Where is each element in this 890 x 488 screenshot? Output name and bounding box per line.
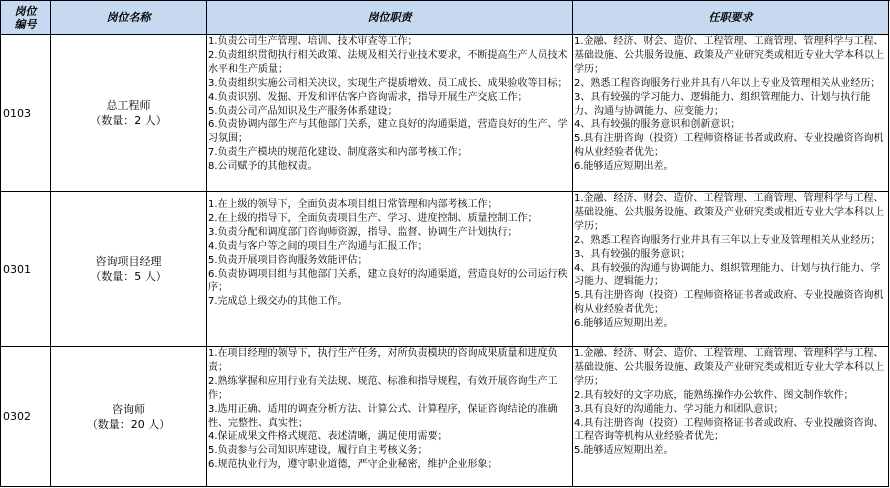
position-id: 0301 [1, 192, 51, 347]
duty-item: 4.负责与客户等之间的项目生产沟通与汇报工作； [208, 240, 428, 252]
duty-item: 6.负责协调项目组与其他部门关系，建立良好的沟通渠道，营造良好的公司运行秩序； [208, 268, 568, 294]
duty-item: 5.负责开展项目咨询服务效能评估； [208, 254, 368, 266]
header-position-name: 岗位名称 [51, 1, 207, 35]
requirement-item: 1.金融、经济、财会、造价、工程管理、工商管理、管理科学与工程、基础设施、公共服务设施、政策及产业研究类或相近专业大学本科以上学历； [574, 348, 884, 387]
table-row [1, 347, 889, 487]
duty-item: 4.保证成果文件格式规范、表述清晰，满足使用需要； [208, 431, 448, 443]
requirement-item: 3、具有较强的学习能力、逻辑能力、组织管理能力、计划与执行能力、沟通与协调能力、应变能力； [574, 91, 871, 117]
position-count: （数量：5 人） [90, 270, 167, 283]
requirement-item: 5.具有注册咨询（投资）工程师资格证书者或政府、专业投融资咨询机构从业经验者优先； [574, 290, 884, 316]
duties-cell [207, 347, 573, 487]
duty-item: 7.完成总上级交办的其他工作。 [208, 296, 348, 308]
duty-item: 2.在上级的指导下，全面负责项目生产、学习、进度控制、质量控制工作； [208, 212, 538, 224]
requirement-item: 2.具有较好的文字功底，能熟练操作办公软件、图文制作软件； [574, 389, 854, 401]
requirements-cell [573, 192, 889, 347]
requirement-item: 4、具有较强的服务意识和创新意识； [574, 119, 741, 131]
table-row [1, 35, 889, 192]
requirement-item: 2、熟悉工程咨询服务行业并具有八年以上专业及管理相关从业经历； [574, 77, 881, 89]
position-name-cell [51, 192, 207, 347]
duty-item: 1.在项目经理的领导下，执行生产任务，对所负责模块的咨询成果质量和进度负责； [208, 348, 558, 373]
duty-item: 5.负责参与公司知识库建设，履行自主考核义务； [208, 445, 428, 457]
duty-item: 3.负责组织实施公司相关决议，实现生产提质增效、员工成长、成果验收等目标； [208, 77, 568, 89]
requirements-cell [573, 35, 889, 192]
header-row [1, 1, 889, 35]
duty-item: 1.负责公司生产管理、培训、技术审查等工作； [208, 36, 418, 47]
requirement-item: 6.能够适应短期出差。 [574, 318, 674, 330]
header-requirements: 任职要求 [573, 1, 889, 35]
requirement-item: 1.金融、经济、财会、造价、工程管理、工商管理、管理科学与工程、基础设施、公共服务设施、政策及产业研究类或相近专业大学本科以上学历； [574, 36, 884, 75]
duties-cell [207, 192, 573, 347]
table-row [1, 192, 889, 347]
requirement-item: 3、具有较强的服务意识； [574, 248, 691, 260]
duty-item: 2.熟练掌握和应用行业有关法规、规范、标准和指导规程，有效开展咨询生产工作； [208, 375, 558, 401]
position-count: （数量：2 人） [90, 114, 167, 127]
position-name-cell [51, 347, 207, 487]
duty-item: 2.负责组织贯彻执行相关政策、法规及相关行业技术要求，不断提高生产人员技术水平和生产质量； [208, 49, 568, 75]
duty-item: 4.负责识别、发掘、开发和评估客户咨询需求，指导开展生产交底工作； [208, 91, 528, 103]
duties-cell [207, 35, 573, 192]
position-count: （数量：20 人） [86, 417, 171, 431]
requirement-item: 3.具有良好的沟通能力、学习能力和团队意识； [574, 403, 784, 415]
duty-item: 6.规范执业行为，遵守职业道德，严守企业秘密，维护企业形象； [208, 459, 498, 471]
header-duties: 岗位职责 [207, 1, 573, 35]
requirement-item: 4、具有较强的沟通与协调能力、组织管理能力、计划与执行能力、学习能力、逻辑能力； [574, 262, 881, 288]
requirement-item: 4.具有注册咨询（投资）工程师资格证书者或政府、专业投融资咨询、工程咨询等机构从业经验者优先； [574, 417, 884, 443]
requirements-cell [573, 347, 889, 487]
position-title: 咨询师 [112, 402, 145, 416]
position-id: 0302 [1, 347, 51, 487]
position-title: 咨询项目经理 [95, 255, 162, 268]
duty-item: 5.负责公司产品知识及生产服务体系建设； [208, 105, 398, 117]
duty-item: 8.公司赋予的其他权责。 [208, 161, 318, 173]
header-position-id [1, 1, 51, 35]
duty-item: 6.负责协调内部生产与其他部门关系，建立良好的沟通渠道，营造良好的生产、学习氛围； [208, 119, 568, 145]
position-title: 总工程师 [106, 99, 151, 112]
requirement-item: 5.具有注册咨询（投资）工程师资格证书者或政府、专业投融资咨询机构从业经验者优先； [574, 133, 884, 159]
requirement-item: 2、熟悉工程咨询服务行业并具有三年以上专业及管理相关从业经历； [574, 234, 881, 246]
header-id-line1: 岗位 [14, 4, 37, 18]
duty-item: 7.负责生产模块的规范化建设、制度落实和内部考核工作； [208, 147, 468, 159]
position-id: 0103 [1, 35, 51, 192]
duty-item: 3.负责分配和调度部门咨询师资源，指导、监督、协调生产计划执行； [208, 226, 518, 238]
position-name-cell [51, 35, 207, 192]
requirement-item: 1.金融、经济、财会、造价、工程管理、工商管理、管理科学与工程、基础设施、公共服务设施、政策及产业研究类或相近专业大学本科以上学历； [574, 193, 884, 232]
requirement-item: 6.能够适应短期出差。 [574, 161, 674, 173]
requirement-item: 5.能够适应短期出差。 [574, 445, 674, 457]
duty-item: 3.选用正确、适用的调查分析方法、计算公式、计算程序，保证咨询结论的准确性、完整性、真实性； [208, 403, 558, 429]
duty-item: 1.在上级的领导下，全面负责本项目组日常管理和内部考核工作； [208, 199, 498, 210]
header-id-line2: 编号 [14, 17, 37, 31]
